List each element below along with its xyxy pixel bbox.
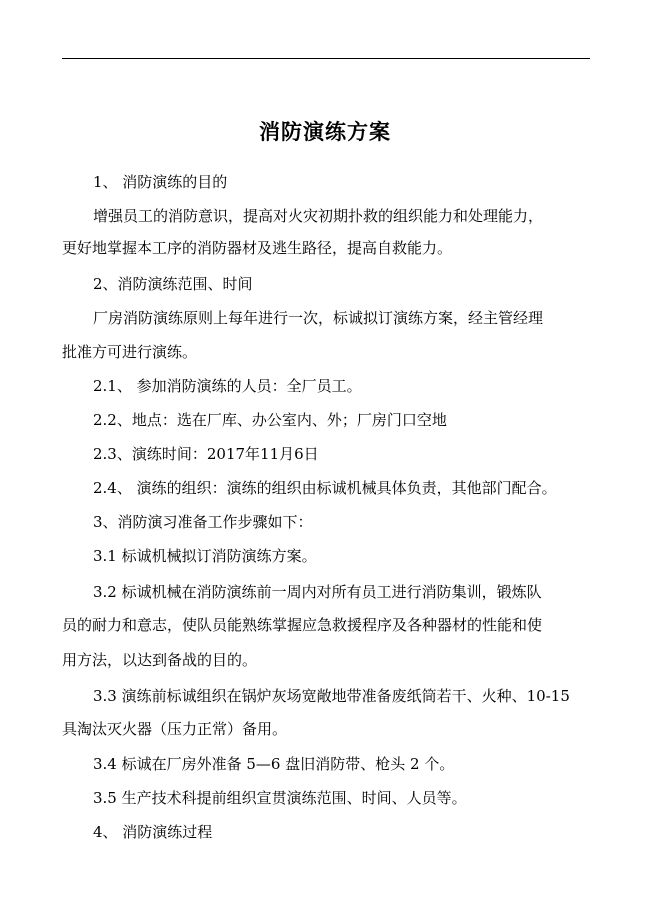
list-item: 3.2 标诚机械在消防演练前一周内对所有员工进行消防集训，锻炼队 bbox=[93, 583, 542, 601]
section-1-heading: 1、 消防演练的目的 bbox=[93, 173, 228, 191]
list-item: 2.1、 参加消防演练的人员：全厂员工。 bbox=[93, 377, 362, 395]
paragraph-line: 具淘汰灭火器（压力正常）备用。 bbox=[62, 720, 288, 738]
list-item: 3.4 标诚在厂房外准备 5—6 盘旧消防带、枪头 2 个。 bbox=[93, 755, 455, 773]
document-title: 消防演练方案 bbox=[259, 120, 391, 144]
paragraph-line: 员的耐力和意志，使队员能熟练掌握应急救援程序及各种器材的性能和使 bbox=[62, 616, 543, 634]
list-item: 2.2、地点：选在厂库、办公室内、外；厂房门口空地 bbox=[93, 411, 447, 429]
paragraph-line: 批准方可进行演练。 bbox=[62, 343, 198, 361]
header-rule bbox=[62, 58, 590, 59]
list-item: 2.3、演练时间：2017年11月6日 bbox=[93, 445, 319, 463]
list-item: 3.1 标诚机械拟订消防演练方案。 bbox=[93, 547, 317, 565]
list-item: 3.5 生产技术科提前组织宣贯演练范围、时间、人员等。 bbox=[93, 789, 467, 807]
paragraph-line: 用方法，以达到备战的目的。 bbox=[62, 651, 258, 669]
section-2-heading: 2、消防演练范围、时间 bbox=[93, 275, 253, 293]
paragraph-line: 厂房消防演练原则上每年进行一次，标诚拟订演练方案，经主管经理 bbox=[93, 309, 544, 327]
section-4-heading: 4、 消防演练过程 bbox=[93, 823, 213, 841]
list-item: 2.4、 演练的组织：演练的组织由标诚机械具体负责，其他部门配合。 bbox=[93, 479, 557, 497]
list-item: 3.3 演练前标诚组织在锅炉灰场宽敞地带准备废纸筒若干、火种、10-15 bbox=[93, 687, 570, 705]
section-3-heading: 3、消防演习准备工作步骤如下： bbox=[93, 513, 313, 531]
paragraph-line: 更好地掌握本工序的消防器材及逃生路径，提高自救能力。 bbox=[62, 239, 453, 257]
paragraph-line: 增强员工的消防意识，提高对火灾初期扑救的组织能力和处理能力， bbox=[93, 207, 544, 225]
